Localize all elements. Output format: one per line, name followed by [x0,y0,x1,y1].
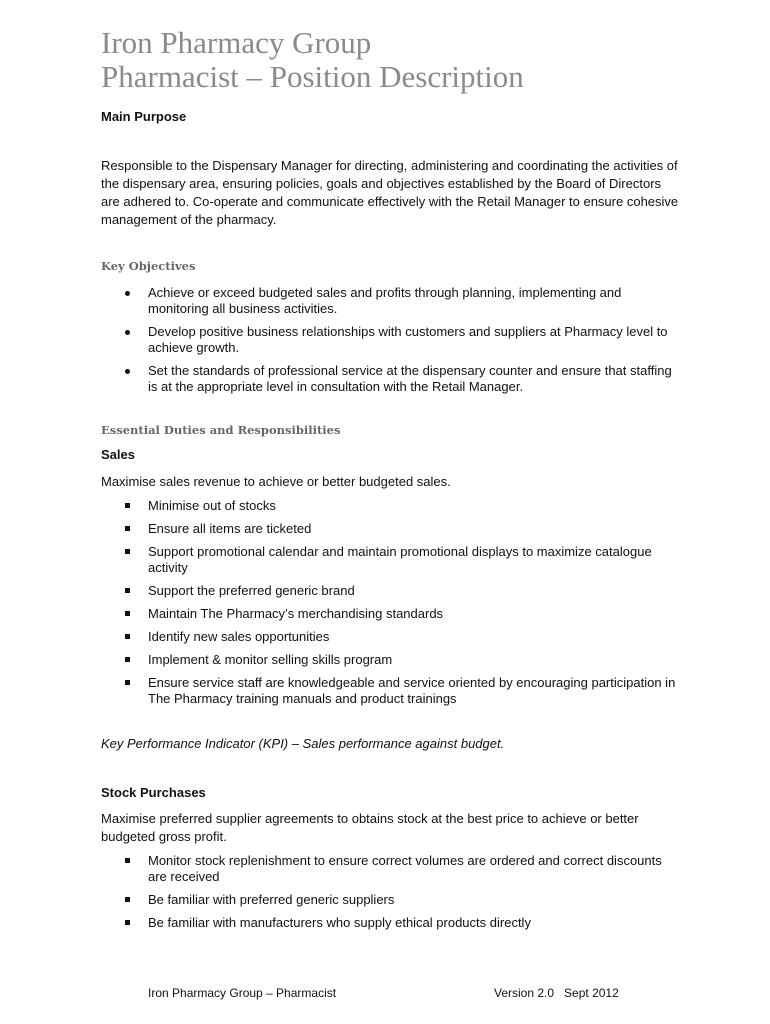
list-item: Monitor stock replenishment to ensure correct volumes are ordered and correct discounts are received [101,853,681,885]
main-purpose-text: Responsible to the Dispensary Manager for directing, administering and coordinating the activities of the dispensary area, ensuring policies, goals and objectives established by the Board of Directors are adhered to. Co-operate and communicate effectively with the Retail Manager to ensure cohesive management of the pharmacy. [101,158,679,227]
list-item: Support promotional calendar and maintain promotional displays to maximize catalogue activity [101,544,681,576]
stock-list [101,853,681,931]
key-objectives-heading: Key Objectives [101,259,196,273]
list-item: Be familiar with manufacturers who supply ethical products directly [101,915,681,931]
list-item: Support the preferred generic brand [101,583,681,599]
stock-heading: Stock Purchases [101,785,206,800]
list-item: Ensure service staff are knowledgeable and service oriented by encouraging participation in The Pharmacy training manuals and product trainings [101,675,681,707]
list-item: Achieve or exceed budgeted sales and profits through planning, implementing and monitoring all business activities. [101,285,681,317]
kpi-statement: Key Performance Indicator (KPI) – Sales performance against budget. [101,736,505,751]
list-item: Set the standards of professional service at the dispensary counter and ensure that staffing is at the appropriate level in consultation with the Retail Manager. [101,363,681,395]
list-item: Develop positive business relationships with customers and suppliers at Pharmacy level to achieve growth. [101,324,681,356]
list-item: Implement & monitor selling skills program [101,652,681,668]
list-item: Ensure all items are ticketed [101,521,681,537]
sales-heading: Sales [101,447,135,462]
main-purpose-heading: Main Purpose [101,109,187,124]
sales-intro: Maximise sales revenue to achieve or better budgeted sales. [101,474,451,489]
stock-intro: Maximise preferred supplier agreements to obtains stock at the best price to achieve or better budgeted gross profit. [101,811,639,844]
sales-list [101,498,681,707]
footer-right: Version 2.0 Sept 2012 [494,986,619,1000]
key-objectives-list [101,285,681,395]
list-item: Minimise out of stocks [101,498,681,514]
list-item: Be familiar with preferred generic suppliers [101,892,681,908]
duties-heading: Essential Duties and Responsibilities [101,423,341,437]
title-company: Iron Pharmacy Group [101,25,372,60]
list-item: Identify new sales opportunities [101,629,681,645]
footer-left: Iron Pharmacy Group – Pharmacist [148,986,337,1000]
list-item: Maintain The Pharmacy’s merchandising standards [101,606,681,622]
document-title [101,26,524,94]
title-position: Pharmacist – Position Description [101,59,524,94]
